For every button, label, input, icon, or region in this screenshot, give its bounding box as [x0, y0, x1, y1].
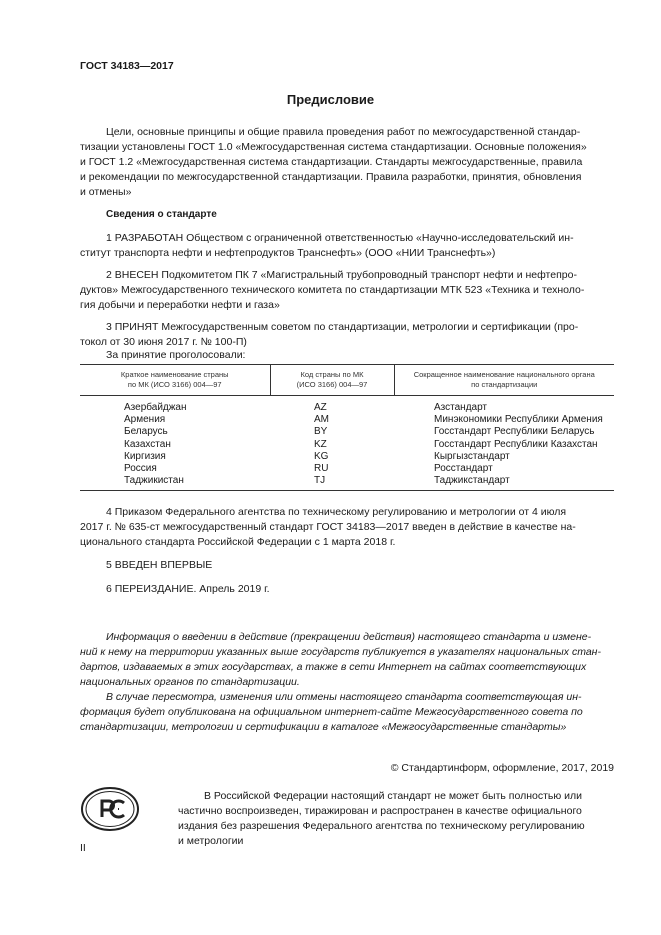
body-cell: Азстандарт: [434, 402, 488, 413]
text-line: издания без разрешения Федерального агентства по техническому регулированию: [178, 820, 585, 832]
table-row: [80, 463, 614, 475]
table-row: [80, 439, 614, 451]
body-cell: Таджикстандарт: [394, 475, 614, 491]
code-cell: AM: [314, 414, 329, 426]
text-line: В Российской Федерации настоящий стандарт не может быть полностью или: [204, 790, 583, 802]
code-cell: AZ: [314, 402, 327, 413]
body-cell: Госстандарт Республики Казахстан: [434, 438, 598, 450]
header-line: по стандартизации: [471, 380, 538, 389]
column-header-code: [270, 365, 394, 396]
country-cell: Россия: [124, 463, 157, 475]
text-line: ститут транспорта нефти и нефтепродуктов Транснефть» (ООО «НИИ Транснефть»): [80, 247, 496, 259]
code-cell: BY: [314, 426, 328, 438]
item-1: [80, 231, 614, 261]
header-line: Сокращенное наименование национального органа: [413, 370, 595, 379]
item-5: 5 ВВЕДЕН ВПЕРВЫЕ: [106, 559, 213, 571]
header-line: по МК (ИСО 3166) 004—97: [127, 380, 222, 389]
text-line: тизации установлены ГОСТ 1.0 «Межгосударственная система стандартизации. Основные положения»: [80, 141, 587, 153]
document-code: ГОСТ 34183—2017: [80, 60, 174, 72]
text-line: дартов, издаваемых в этих государствах, а также в сети Интернет на сайтах соответствующих: [80, 661, 587, 673]
table-row: [80, 414, 614, 426]
table-header-row: [80, 365, 614, 396]
item-2: [80, 268, 614, 313]
text-line: 3 ПРИНЯТ Межгосударственным советом по стандартизации, метрологии и сертификации (про-: [106, 321, 579, 333]
text-line: и отмены»: [80, 186, 132, 198]
text-line: Цели, основные принципы и общие правила проведения работ по межгосударственной стандар-: [106, 126, 581, 138]
text-line: 4 Приказом Федерального агентства по техническому регулированию и метрологии от 4 июля: [106, 506, 567, 518]
table-row: [80, 451, 614, 463]
code-cell: KG: [314, 450, 329, 462]
text-line: формация будет опубликована на официальном интернет-сайте Межгосударственного совета по: [80, 706, 583, 718]
page-number: II: [80, 842, 86, 854]
item-6: 6 ПЕРЕИЗДАНИЕ. Апрель 2019 г.: [106, 583, 270, 595]
table-row: [80, 426, 614, 438]
country-cell: Казахстан: [124, 438, 171, 450]
voted-label: За принятие проголосовали:: [106, 349, 246, 361]
text-line: В случае пересмотра, изменения или отмены настоящего стандарта соответствующая ин-: [106, 691, 582, 703]
item-3: [80, 320, 614, 350]
text-line: и рекомендации по межгосударственной стандартизации. Правила разработки, принятия, обновления: [80, 171, 582, 183]
text-line: 2017 г. № 635-ст межгосударственный стандарт ГОСТ 34183—2017 введен в действие в качестве на-: [80, 521, 576, 533]
header-line: Код страны по МК: [300, 370, 364, 379]
body-cell: Росстандарт: [434, 463, 493, 475]
reproduction-notice: [178, 789, 614, 849]
country-cell: Армения: [124, 414, 166, 426]
text-line: частично воспроизведен, тиражирован и распространен в качестве официального: [178, 805, 582, 817]
country-cell: Азербайджан: [124, 402, 187, 413]
item-4: [80, 505, 614, 550]
section-heading: Сведения о стандарте: [106, 209, 217, 220]
code-cell: KZ: [314, 438, 327, 450]
text-line: гия добычи и переработки нефти и газа»: [80, 299, 280, 311]
header-line: Краткое наименование страны: [120, 370, 229, 379]
text-line: национальных органов по стандартизации.: [80, 676, 300, 688]
table-row: [80, 475, 614, 491]
text-line: 1 РАЗРАБОТАН Обществом с ограниченной ответственностью «Научно-исследовательский ин-: [106, 232, 574, 244]
text-line: токол от 30 июня 2017 г. № 100-П): [80, 336, 247, 348]
intro-paragraph: [80, 125, 614, 200]
text-line: дуктов» Межгосударственного технического комитета по стандартизации МТК 523 «Техника и техноло-: [80, 284, 585, 296]
info-revision-note: [80, 690, 614, 735]
country-cell: Беларусь: [124, 426, 168, 438]
code-cell: RU: [314, 463, 329, 475]
text-line: и ГОСТ 1.2 «Межгосударственная система стандартизации. Стандарты межгосударственные, правила: [80, 156, 583, 168]
body-cell: Госстандарт Республики Беларусь: [434, 426, 595, 438]
page-title: Предисловие: [286, 92, 375, 107]
text-line: ний к нему на территории указанных выше государств публикуется в указателях национальных стан-: [80, 646, 601, 658]
country-cell: Таджикистан: [80, 475, 270, 491]
country-cell: Киргизия: [124, 450, 166, 462]
info-publication-note: [80, 630, 614, 690]
header-line: (ИСО 3166) 004—97: [296, 380, 368, 389]
text-line: 2 ВНЕСЕН Подкомитетом ПК 7 «Магистральный трубопроводный транспорт нефти и нефтепро-: [106, 269, 577, 281]
body-cell: Минэкономики Республики Армения: [434, 414, 603, 426]
text-line: и метрологии: [178, 835, 244, 847]
code-cell: TJ: [270, 475, 394, 491]
table-row: [80, 396, 614, 415]
text-line: стандартизации, метрологии и сертификации в каталоге «Межгосударственные стандарты»: [80, 721, 567, 733]
voting-table: [80, 364, 614, 491]
copyright: © Стандартинформ, оформление, 2017, 2019: [390, 762, 614, 774]
column-header-country: [80, 365, 270, 396]
text-line: ционального стандарта Российской Федерации с 1 марта 2018 г.: [80, 536, 396, 548]
rst-certification-logo-icon: [80, 786, 140, 832]
column-header-body: [394, 365, 614, 396]
body-cell: Кыргызстандарт: [434, 450, 510, 462]
text-line: Информация о введении в действие (прекращении действия) настоящего стандарта и измене-: [106, 631, 592, 643]
